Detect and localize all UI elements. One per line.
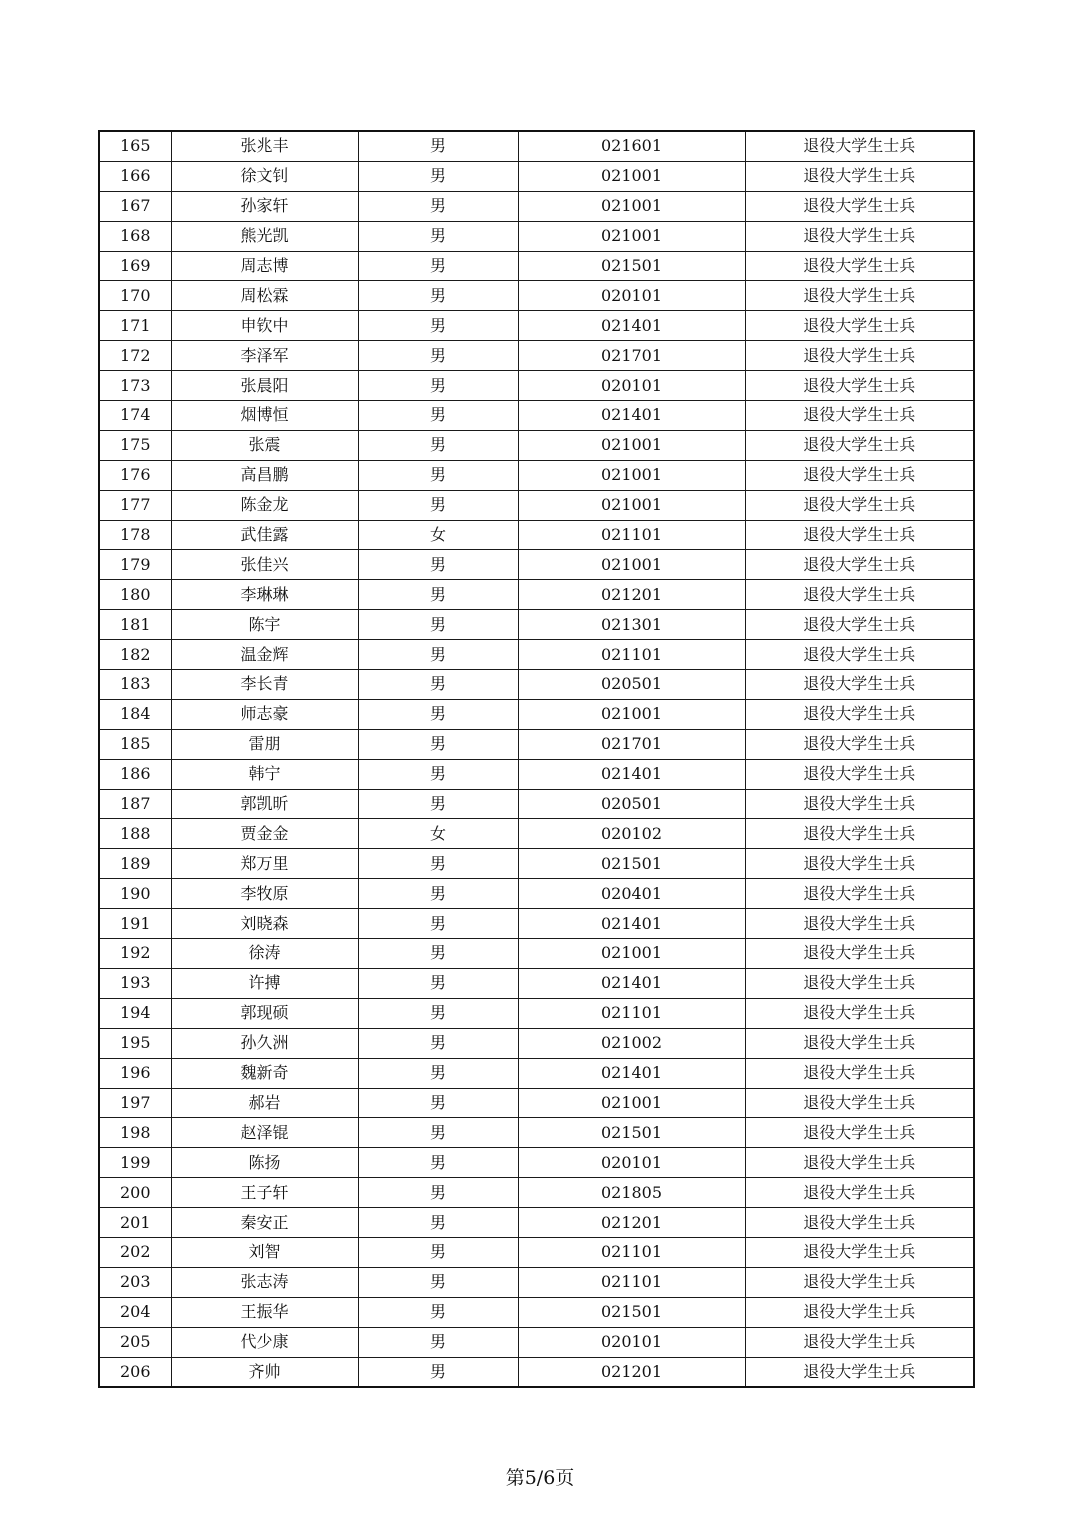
cell-gender: 男 <box>358 490 518 520</box>
cell-gender: 男 <box>358 1118 518 1148</box>
cell-code: 021401 <box>518 909 745 939</box>
cell-gender: 男 <box>358 759 518 789</box>
table-row <box>99 1028 974 1058</box>
cell-category: 退役大学生士兵 <box>745 789 974 819</box>
table-row <box>99 401 974 431</box>
cell-number: 181 <box>99 610 171 640</box>
cell-gender: 男 <box>358 1237 518 1267</box>
cell-category: 退役大学生士兵 <box>745 1148 974 1178</box>
cell-gender: 男 <box>358 670 518 700</box>
cell-name: 师志豪 <box>171 699 358 729</box>
cell-code: 021401 <box>518 311 745 341</box>
cell-category: 退役大学生士兵 <box>745 939 974 969</box>
table-row <box>99 610 974 640</box>
table-row <box>99 879 974 909</box>
cell-name: 陈宇 <box>171 610 358 640</box>
cell-number: 201 <box>99 1208 171 1238</box>
table-row <box>99 1178 974 1208</box>
cell-name: 郭现硕 <box>171 998 358 1028</box>
cell-number: 165 <box>99 131 171 161</box>
cell-number: 174 <box>99 401 171 431</box>
roster-table-body <box>99 131 974 1387</box>
table-row <box>99 1208 974 1238</box>
cell-category: 退役大学生士兵 <box>745 640 974 670</box>
cell-number: 193 <box>99 968 171 998</box>
cell-name: 烟博恒 <box>171 401 358 431</box>
table-row <box>99 759 974 789</box>
cell-number: 204 <box>99 1297 171 1327</box>
cell-gender: 男 <box>358 430 518 460</box>
cell-code: 020501 <box>518 670 745 700</box>
table-row <box>99 490 974 520</box>
cell-number: 206 <box>99 1357 171 1387</box>
cell-category: 退役大学生士兵 <box>745 131 974 161</box>
cell-category: 退役大学生士兵 <box>745 1118 974 1148</box>
table-row <box>99 1237 974 1267</box>
table-row <box>99 729 974 759</box>
cell-category: 退役大学生士兵 <box>745 191 974 221</box>
cell-category: 退役大学生士兵 <box>745 281 974 311</box>
cell-gender: 男 <box>358 341 518 371</box>
table-row <box>99 909 974 939</box>
cell-name: 周松霖 <box>171 281 358 311</box>
cell-name: 魏新奇 <box>171 1058 358 1088</box>
cell-name: 徐文钊 <box>171 161 358 191</box>
cell-code: 021201 <box>518 1357 745 1387</box>
cell-gender: 男 <box>358 1058 518 1088</box>
cell-code: 021401 <box>518 759 745 789</box>
cell-gender: 男 <box>358 281 518 311</box>
table-row <box>99 251 974 281</box>
cell-gender: 男 <box>358 849 518 879</box>
cell-category: 退役大学生士兵 <box>745 401 974 431</box>
cell-code: 020101 <box>518 1148 745 1178</box>
cell-name: 张兆丰 <box>171 131 358 161</box>
table-row <box>99 430 974 460</box>
table-row <box>99 998 974 1028</box>
cell-code: 021701 <box>518 729 745 759</box>
table-row <box>99 341 974 371</box>
cell-number: 171 <box>99 311 171 341</box>
cell-number: 186 <box>99 759 171 789</box>
cell-code: 021501 <box>518 251 745 281</box>
cell-category: 退役大学生士兵 <box>745 879 974 909</box>
cell-category: 退役大学生士兵 <box>745 670 974 700</box>
cell-gender: 男 <box>358 1028 518 1058</box>
cell-number: 180 <box>99 580 171 610</box>
cell-name: 许搏 <box>171 968 358 998</box>
cell-category: 退役大学生士兵 <box>745 968 974 998</box>
cell-code: 021601 <box>518 131 745 161</box>
cell-category: 退役大学生士兵 <box>745 1237 974 1267</box>
cell-category: 退役大学生士兵 <box>745 161 974 191</box>
cell-number: 203 <box>99 1267 171 1297</box>
cell-gender: 男 <box>358 1088 518 1118</box>
cell-name: 郑万里 <box>171 849 358 879</box>
cell-category: 退役大学生士兵 <box>745 909 974 939</box>
cell-gender: 男 <box>358 251 518 281</box>
table-row <box>99 520 974 550</box>
cell-category: 退役大学生士兵 <box>745 490 974 520</box>
cell-number: 169 <box>99 251 171 281</box>
cell-code: 020102 <box>518 819 745 849</box>
table-row <box>99 939 974 969</box>
table-row <box>99 849 974 879</box>
cell-code: 021401 <box>518 968 745 998</box>
cell-number: 167 <box>99 191 171 221</box>
cell-code: 021001 <box>518 699 745 729</box>
cell-category: 退役大学生士兵 <box>745 1208 974 1238</box>
cell-number: 175 <box>99 430 171 460</box>
cell-gender: 男 <box>358 1297 518 1327</box>
table-row <box>99 968 974 998</box>
cell-category: 退役大学生士兵 <box>745 430 974 460</box>
cell-gender: 男 <box>358 909 518 939</box>
cell-name: 秦安正 <box>171 1208 358 1238</box>
cell-name: 张晨阳 <box>171 371 358 401</box>
cell-gender: 男 <box>358 550 518 580</box>
cell-gender: 男 <box>358 1267 518 1297</box>
cell-category: 退役大学生士兵 <box>745 341 974 371</box>
table-row <box>99 640 974 670</box>
cell-name: 张震 <box>171 430 358 460</box>
cell-name: 赵泽锟 <box>171 1118 358 1148</box>
cell-code: 021001 <box>518 161 745 191</box>
cell-number: 188 <box>99 819 171 849</box>
cell-category: 退役大学生士兵 <box>745 221 974 251</box>
cell-code: 021101 <box>518 520 745 550</box>
cell-gender: 男 <box>358 221 518 251</box>
cell-gender: 男 <box>358 1178 518 1208</box>
cell-category: 退役大学生士兵 <box>745 699 974 729</box>
cell-number: 198 <box>99 1118 171 1148</box>
cell-name: 贾金金 <box>171 819 358 849</box>
cell-category: 退役大学生士兵 <box>745 1357 974 1387</box>
cell-code: 021401 <box>518 401 745 431</box>
cell-name: 李泽军 <box>171 341 358 371</box>
cell-category: 退役大学生士兵 <box>745 580 974 610</box>
cell-name: 李长青 <box>171 670 358 700</box>
cell-code: 021001 <box>518 460 745 490</box>
cell-number: 205 <box>99 1327 171 1357</box>
table-row <box>99 1058 974 1088</box>
cell-name: 代少康 <box>171 1327 358 1357</box>
cell-category: 退役大学生士兵 <box>745 550 974 580</box>
table-row <box>99 1297 974 1327</box>
cell-number: 202 <box>99 1237 171 1267</box>
table-row <box>99 161 974 191</box>
cell-code: 021001 <box>518 430 745 460</box>
cell-code: 020101 <box>518 371 745 401</box>
cell-name: 温金辉 <box>171 640 358 670</box>
cell-code: 020101 <box>518 1327 745 1357</box>
cell-number: 172 <box>99 341 171 371</box>
cell-category: 退役大学生士兵 <box>745 759 974 789</box>
cell-name: 高昌鹏 <box>171 460 358 490</box>
cell-gender: 男 <box>358 1357 518 1387</box>
cell-category: 退役大学生士兵 <box>745 1327 974 1357</box>
cell-gender: 男 <box>358 161 518 191</box>
cell-name: 武佳露 <box>171 520 358 550</box>
cell-gender: 男 <box>358 610 518 640</box>
cell-number: 185 <box>99 729 171 759</box>
cell-gender: 男 <box>358 371 518 401</box>
cell-code: 021501 <box>518 1297 745 1327</box>
table-row <box>99 1148 974 1178</box>
cell-category: 退役大学生士兵 <box>745 610 974 640</box>
table-row <box>99 550 974 580</box>
roster-table <box>98 130 975 1388</box>
cell-gender: 男 <box>358 939 518 969</box>
cell-code: 021002 <box>518 1028 745 1058</box>
table-row <box>99 1267 974 1297</box>
cell-gender: 女 <box>358 819 518 849</box>
cell-gender: 男 <box>358 191 518 221</box>
cell-name: 齐帅 <box>171 1357 358 1387</box>
cell-gender: 男 <box>358 401 518 431</box>
cell-gender: 男 <box>358 1208 518 1238</box>
cell-name: 李琳琳 <box>171 580 358 610</box>
cell-gender: 男 <box>358 1327 518 1357</box>
cell-number: 191 <box>99 909 171 939</box>
cell-name: 周志博 <box>171 251 358 281</box>
cell-code: 021001 <box>518 191 745 221</box>
cell-category: 退役大学生士兵 <box>745 1267 974 1297</box>
table-row <box>99 699 974 729</box>
cell-gender: 女 <box>358 520 518 550</box>
cell-category: 退役大学生士兵 <box>745 849 974 879</box>
cell-number: 179 <box>99 550 171 580</box>
cell-category: 退役大学生士兵 <box>745 1028 974 1058</box>
cell-number: 170 <box>99 281 171 311</box>
cell-number: 168 <box>99 221 171 251</box>
cell-code: 021201 <box>518 580 745 610</box>
cell-gender: 男 <box>358 879 518 909</box>
cell-gender: 男 <box>358 729 518 759</box>
cell-number: 178 <box>99 520 171 550</box>
cell-name: 刘智 <box>171 1237 358 1267</box>
cell-category: 退役大学生士兵 <box>745 1178 974 1208</box>
cell-code: 021301 <box>518 610 745 640</box>
cell-number: 173 <box>99 371 171 401</box>
cell-gender: 男 <box>358 580 518 610</box>
cell-name: 张志涛 <box>171 1267 358 1297</box>
cell-code: 021001 <box>518 490 745 520</box>
table-row <box>99 460 974 490</box>
cell-name: 熊光凯 <box>171 221 358 251</box>
cell-gender: 男 <box>358 131 518 161</box>
table-row <box>99 221 974 251</box>
table-row <box>99 281 974 311</box>
cell-code: 021501 <box>518 849 745 879</box>
cell-code: 021001 <box>518 221 745 251</box>
cell-category: 退役大学生士兵 <box>745 460 974 490</box>
cell-code: 020501 <box>518 789 745 819</box>
cell-number: 177 <box>99 490 171 520</box>
cell-name: 雷朋 <box>171 729 358 759</box>
cell-number: 189 <box>99 849 171 879</box>
cell-gender: 男 <box>358 640 518 670</box>
cell-code: 021101 <box>518 1237 745 1267</box>
table-row <box>99 580 974 610</box>
cell-category: 退役大学生士兵 <box>745 998 974 1028</box>
cell-gender: 男 <box>358 789 518 819</box>
cell-number: 183 <box>99 670 171 700</box>
cell-number: 184 <box>99 699 171 729</box>
cell-number: 182 <box>99 640 171 670</box>
cell-name: 刘晓森 <box>171 909 358 939</box>
table-row <box>99 191 974 221</box>
cell-name: 郝岩 <box>171 1088 358 1118</box>
cell-category: 退役大学生士兵 <box>745 729 974 759</box>
cell-number: 176 <box>99 460 171 490</box>
table-row <box>99 1088 974 1118</box>
cell-gender: 男 <box>358 1148 518 1178</box>
cell-name: 郭凯昕 <box>171 789 358 819</box>
table-row <box>99 789 974 819</box>
cell-number: 194 <box>99 998 171 1028</box>
cell-gender: 男 <box>358 968 518 998</box>
cell-name: 陈扬 <box>171 1148 358 1178</box>
cell-category: 退役大学生士兵 <box>745 371 974 401</box>
cell-code: 021805 <box>518 1178 745 1208</box>
table-row <box>99 311 974 341</box>
table-row <box>99 670 974 700</box>
cell-number: 196 <box>99 1058 171 1088</box>
cell-code: 021001 <box>518 939 745 969</box>
cell-code: 021001 <box>518 1088 745 1118</box>
cell-name: 陈金龙 <box>171 490 358 520</box>
cell-name: 孙家轩 <box>171 191 358 221</box>
table-row <box>99 1327 974 1357</box>
cell-code: 021701 <box>518 341 745 371</box>
cell-number: 190 <box>99 879 171 909</box>
cell-number: 199 <box>99 1148 171 1178</box>
cell-number: 166 <box>99 161 171 191</box>
cell-category: 退役大学生士兵 <box>745 1058 974 1088</box>
table-row <box>99 1118 974 1148</box>
cell-category: 退役大学生士兵 <box>745 311 974 341</box>
cell-number: 195 <box>99 1028 171 1058</box>
cell-category: 退役大学生士兵 <box>745 520 974 550</box>
table-row <box>99 1357 974 1387</box>
cell-code: 021501 <box>518 1118 745 1148</box>
cell-code: 021401 <box>518 1058 745 1088</box>
cell-gender: 男 <box>358 699 518 729</box>
cell-name: 王振华 <box>171 1297 358 1327</box>
cell-code: 020401 <box>518 879 745 909</box>
cell-code: 021101 <box>518 998 745 1028</box>
cell-gender: 男 <box>358 460 518 490</box>
cell-name: 申钦中 <box>171 311 358 341</box>
cell-category: 退役大学生士兵 <box>745 819 974 849</box>
cell-name: 李牧原 <box>171 879 358 909</box>
cell-gender: 男 <box>358 998 518 1028</box>
cell-category: 退役大学生士兵 <box>745 251 974 281</box>
cell-category: 退役大学生士兵 <box>745 1088 974 1118</box>
cell-number: 187 <box>99 789 171 819</box>
table-row <box>99 131 974 161</box>
cell-number: 200 <box>99 1178 171 1208</box>
table-row <box>99 819 974 849</box>
cell-number: 197 <box>99 1088 171 1118</box>
cell-code: 020101 <box>518 281 745 311</box>
cell-category: 退役大学生士兵 <box>745 1297 974 1327</box>
cell-name: 徐涛 <box>171 939 358 969</box>
page-number: 第5/6页 <box>505 1467 575 1489</box>
cell-number: 192 <box>99 939 171 969</box>
cell-name: 王子轩 <box>171 1178 358 1208</box>
cell-code: 021001 <box>518 550 745 580</box>
cell-name: 孙久洲 <box>171 1028 358 1058</box>
cell-code: 021101 <box>518 640 745 670</box>
cell-name: 韩宁 <box>171 759 358 789</box>
cell-code: 021101 <box>518 1267 745 1297</box>
cell-code: 021201 <box>518 1208 745 1238</box>
cell-gender: 男 <box>358 311 518 341</box>
table-row <box>99 371 974 401</box>
cell-name: 张佳兴 <box>171 550 358 580</box>
